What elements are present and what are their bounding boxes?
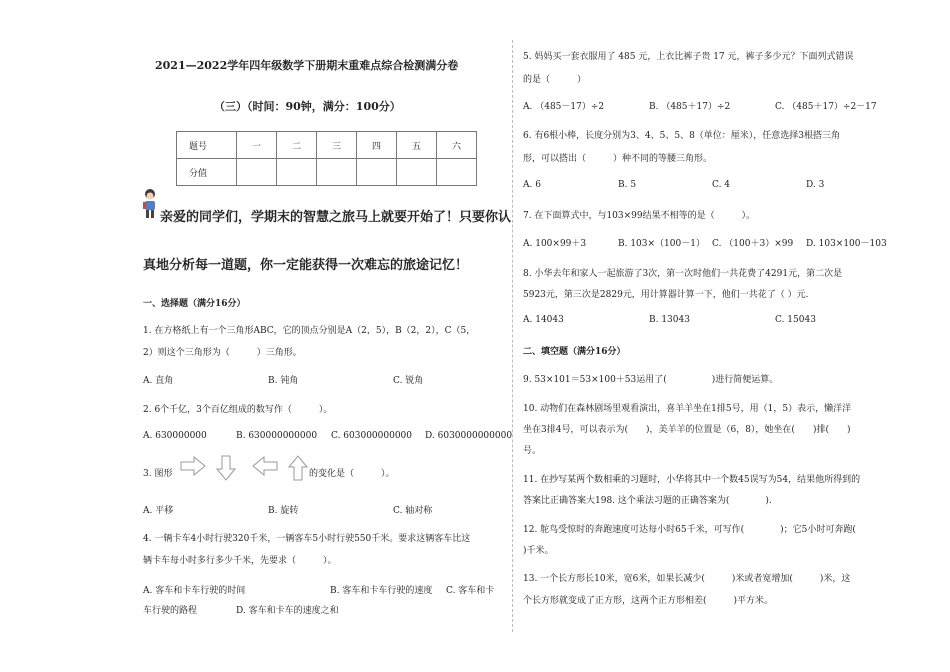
table-cell — [237, 159, 277, 186]
option-c: C. （100＋3）×99 — [712, 239, 794, 249]
option-c: C. （485＋17）÷2－17 — [775, 102, 877, 112]
student-mascot-icon — [142, 188, 158, 220]
option-c: C. 15043 — [775, 315, 816, 325]
arrow-up-icon — [288, 455, 308, 481]
table-cell: 题号 — [177, 132, 237, 159]
table-cell — [397, 159, 437, 186]
question-6-line-1: 6. 有6根小棒，长度分别为3、4、5、5、8（单位：厘米），任意选择3根搭三角 — [523, 131, 841, 141]
table-cell — [357, 159, 397, 186]
option-c: C. 4 — [712, 180, 731, 190]
intro-line-1: 亲爱的同学们，学期末的智慧之旅马上就要开始了！只要你认 — [160, 210, 512, 225]
question-10-line-2: 坐在3排4号，可以表示为( )，美羊羊的位置是（6，8），她坐在( )排( ) — [523, 425, 851, 435]
question-5-line-2: 的是（ ） — [523, 75, 587, 85]
question-9: 9. 53×101＝53×100＋53运用了( )进行简便运算。 — [523, 375, 779, 385]
option-b: B. 旋转 — [268, 506, 299, 516]
column-divider — [512, 40, 513, 632]
option-a: A. 14043 — [523, 315, 564, 325]
question-5-line-1: 5. 妈妈买一套衣服用了 485 元，上衣比裤子贵 17 元，裤子多少元？下面列式错误 — [523, 52, 854, 62]
table-cell: 六 — [437, 132, 477, 159]
question-1-line-2: 2）则这个三角形为（ ）三角形。 — [143, 348, 302, 358]
question-8-line-1: 8. 小华去年和家人一起旅游了3次，第一次时他们一共花费了4291元，第二次是 — [523, 269, 843, 279]
option-c: C. 客车和卡 — [446, 586, 495, 596]
table-cell: 二 — [277, 132, 317, 159]
arrow-left-icon — [252, 456, 278, 476]
question-2-line-1: 2. 6个千亿，3个百亿组成的数写作（ ）。 — [143, 405, 333, 415]
question-7-line-1: 7. 在下面算式中，与103×99结果不相等的是（ ）。 — [523, 211, 756, 221]
question-8-line-2: 5923元，第三次是2829元，用计算器计算一下，他们一共花了（ ）元. — [523, 290, 809, 300]
page-title: 2021—2022学年四年级数学下册期末重难点综合检测满分卷 — [155, 59, 459, 72]
option-a: A. 客车和卡车行驶的时间 — [143, 586, 246, 596]
question-13-line-2: 个长方形就变成了正方形，这两个正方形相差( )平方米。 — [523, 596, 774, 606]
table-cell — [317, 159, 357, 186]
intro-line-2: 真地分析每一道题，你一定能获得一次难忘的旅途记忆！ — [143, 258, 469, 273]
table-cell: 三 — [317, 132, 357, 159]
score-table — [176, 131, 477, 186]
section-heading-choice: 一、选择题（满分16分） — [143, 299, 246, 309]
option-d: D. 103×100－103 — [806, 239, 887, 249]
question-11-line-2: 答案比正确答案大198. 这个乘法习题的正确答案为( ). — [523, 496, 772, 506]
table-cell: 分值 — [177, 159, 237, 186]
option-b: B. （485＋17）÷2 — [649, 102, 731, 112]
table-cell: 四 — [357, 132, 397, 159]
question-12-line-1: 12. 鸵鸟受惊时的奔跑速度可达每小时65千米，可写作( )；它5小时可奔跑( — [523, 525, 856, 535]
option-a: A. 平移 — [143, 506, 174, 516]
option-a: A. 630000000 — [143, 431, 207, 441]
table-cell: 一 — [237, 132, 277, 159]
question-4-line-2: 辆卡车每小时多行多少千米，先要求（ ）。 — [143, 556, 337, 566]
option-b: B. 客车和卡车行驶的速度 — [330, 586, 433, 596]
question-13-line-1: 13. 一个长方形长10米，宽6米，如果长减少( )米或者宽增加( )米，这 — [523, 574, 851, 584]
question-11-line-1: 11. 在抄写某两个数相乘的习题时，小华将其中一个数45误写为54，结果他所得到的 — [523, 475, 861, 485]
question-4-line-1: 4. 一辆卡车4小时行驶320千米，一辆客车5小时行驶550千米。要求这辆客车比这 — [143, 534, 471, 544]
question-3-suffix: 的变化是（ ）。 — [309, 469, 395, 479]
option-a: A. 直角 — [143, 376, 174, 386]
section-heading-fill: 二、填空题（满分16分） — [523, 347, 626, 357]
option-b: B. 103×（100－1） — [618, 239, 705, 249]
option-b: B. 13043 — [649, 315, 690, 325]
table-cell — [277, 159, 317, 186]
option-c: C. 轴对称 — [393, 506, 433, 516]
option-c: C. 锐角 — [393, 376, 424, 386]
option-a: A. 100×99＋3 — [523, 239, 587, 249]
option-d: D. 3 — [806, 180, 825, 190]
arrow-down-icon — [216, 455, 236, 481]
option-b: B. 630000000000 — [236, 431, 318, 441]
table-row — [177, 159, 477, 186]
option-a: A. （485－17）÷2 — [523, 102, 605, 112]
table-row — [177, 132, 477, 159]
option-d: D. 6030000000000 — [425, 431, 513, 441]
option-d: D. 客车和卡车的速度之和 — [236, 606, 339, 616]
question-10-line-1: 10. 动物们在森林剧场里观看演出，喜羊羊坐在1排5号，用（1，5）表示，懒洋洋 — [523, 404, 852, 414]
table-cell: 五 — [397, 132, 437, 159]
question-6-line-2: 形，可以搭出（ ）种不同的等腰三角形。 — [523, 154, 713, 164]
table-cell — [437, 159, 477, 186]
page-subtitle: （三）（时间：90钟，满分：100分） — [214, 100, 401, 113]
option-c: C. 603000000000 — [331, 431, 412, 441]
question-3-prefix: 3. 图形 — [143, 469, 173, 479]
option-a: A. 6 — [523, 180, 541, 190]
option-b: B. 5 — [618, 180, 637, 190]
question-1-line-1: 1. 在方格纸上有一个三角形ABC，它的顶点分别是A（2，5），B（2，2），C（5， — [143, 326, 476, 336]
arrow-right-icon — [180, 456, 206, 476]
question-12-line-2: )千米。 — [523, 546, 554, 556]
option-b: B. 钝角 — [268, 376, 299, 386]
question-10-line-3: 号。 — [523, 446, 542, 456]
option-c-continued: 车行驶的路程 — [143, 606, 198, 616]
